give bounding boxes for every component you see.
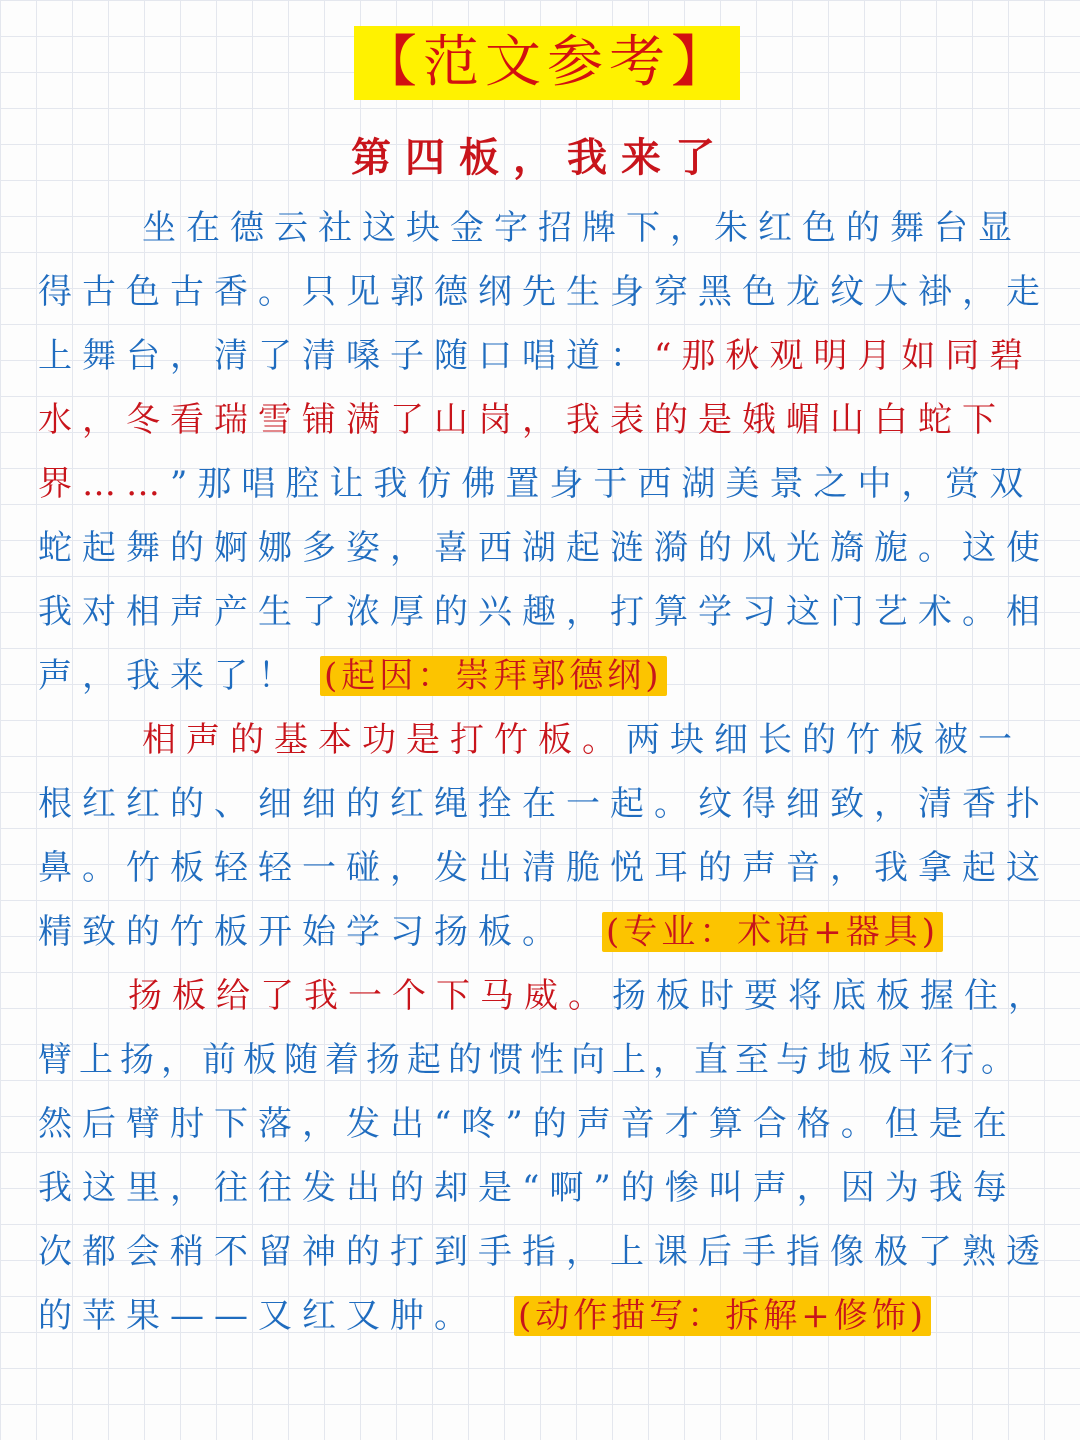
annotation-tag-terms: (专业：术语+器具) [602, 912, 943, 952]
p1-line-8 [38, 644, 667, 708]
p1-line-3-text: 上舞台，清了清嗓子随口唱道： [38, 336, 654, 376]
p1-line-5-text: ”那唱腔让我仿佛置身于西湖美景之中，赏双 [170, 464, 1034, 504]
p2-line-4 [38, 900, 943, 964]
p3-topic-sentence: 扬板给了我一个下马威。 [128, 976, 612, 1016]
p3-line-1 [38, 964, 1052, 1028]
p1-line-7: 我对相声产生了浓厚的兴趣，打算学习这门艺术。相 [38, 592, 1050, 632]
p3-line-6-text: 的苹果——又红又肿。 [38, 1296, 478, 1336]
p1-line-5 [38, 452, 1033, 516]
p2-line-3: 鼻。竹板轻轻一碰，发出清脆悦耳的声音，我拿起这 [38, 848, 1050, 888]
p1-line-6: 蛇起舞的婀娜多姿，喜西湖起涟漪的风光旖旎。这使 [38, 528, 1050, 568]
p3-line-6 [38, 1284, 931, 1348]
p3-line-4: 我这里，往往发出的却是“啊”的惨叫声，因为我每 [38, 1168, 1017, 1208]
p1-line-8-text: 声，我来了！ [38, 656, 302, 696]
essay-title: 第四板，我来了 [351, 134, 729, 181]
p2-line-2: 根红红的、细细的红绳拴在一起。纹得细致，清香扑 [38, 784, 1050, 824]
p3-line-5: 次都会稍不留神的打到手指，上课后手指像极了熟透 [38, 1232, 1050, 1272]
p3-line-1-text: 扬板时要将底板握住， [612, 976, 1052, 1016]
p2-topic-sentence: 相声的基本功是打竹板。 [142, 720, 626, 760]
p1-quote-start: “那秋观明月如同碧 [654, 336, 1034, 376]
annotation-tag-action: (动作描写：拆解+修饰) [514, 1296, 931, 1336]
p2-line-1 [38, 708, 1022, 772]
p1-quote-end: 界…… [38, 464, 170, 504]
p1-line-3 [38, 324, 1033, 388]
p1-line-1: 坐在德云社这块金字招牌下，朱红色的舞台显 [142, 208, 1022, 248]
p2-line-1-text: 两块细长的竹板被一 [626, 720, 1022, 760]
annotation-tag-cause: (起因：崇拜郭德纲) [320, 656, 667, 696]
p3-line-3: 然后臂肘下落，发出“咚”的声音才算合格。但是在 [38, 1104, 1017, 1144]
p1-line-2: 得古色古香。只见郭德纲先生身穿黑色龙纹大褂，走 [38, 272, 1050, 312]
p2-line-4-text: 精致的竹板开始学习扬板。 [38, 912, 566, 952]
highlighted-heading: 【范文参考】 [354, 26, 740, 100]
p3-line-2: 臂上扬，前板随着扬起的惯性向上，直至与地板平行。 [38, 1040, 1022, 1080]
p1-quote-line: 水，冬看瑞雪铺满了山岗，我表的是娥嵋山白蛇下 [38, 400, 1006, 440]
